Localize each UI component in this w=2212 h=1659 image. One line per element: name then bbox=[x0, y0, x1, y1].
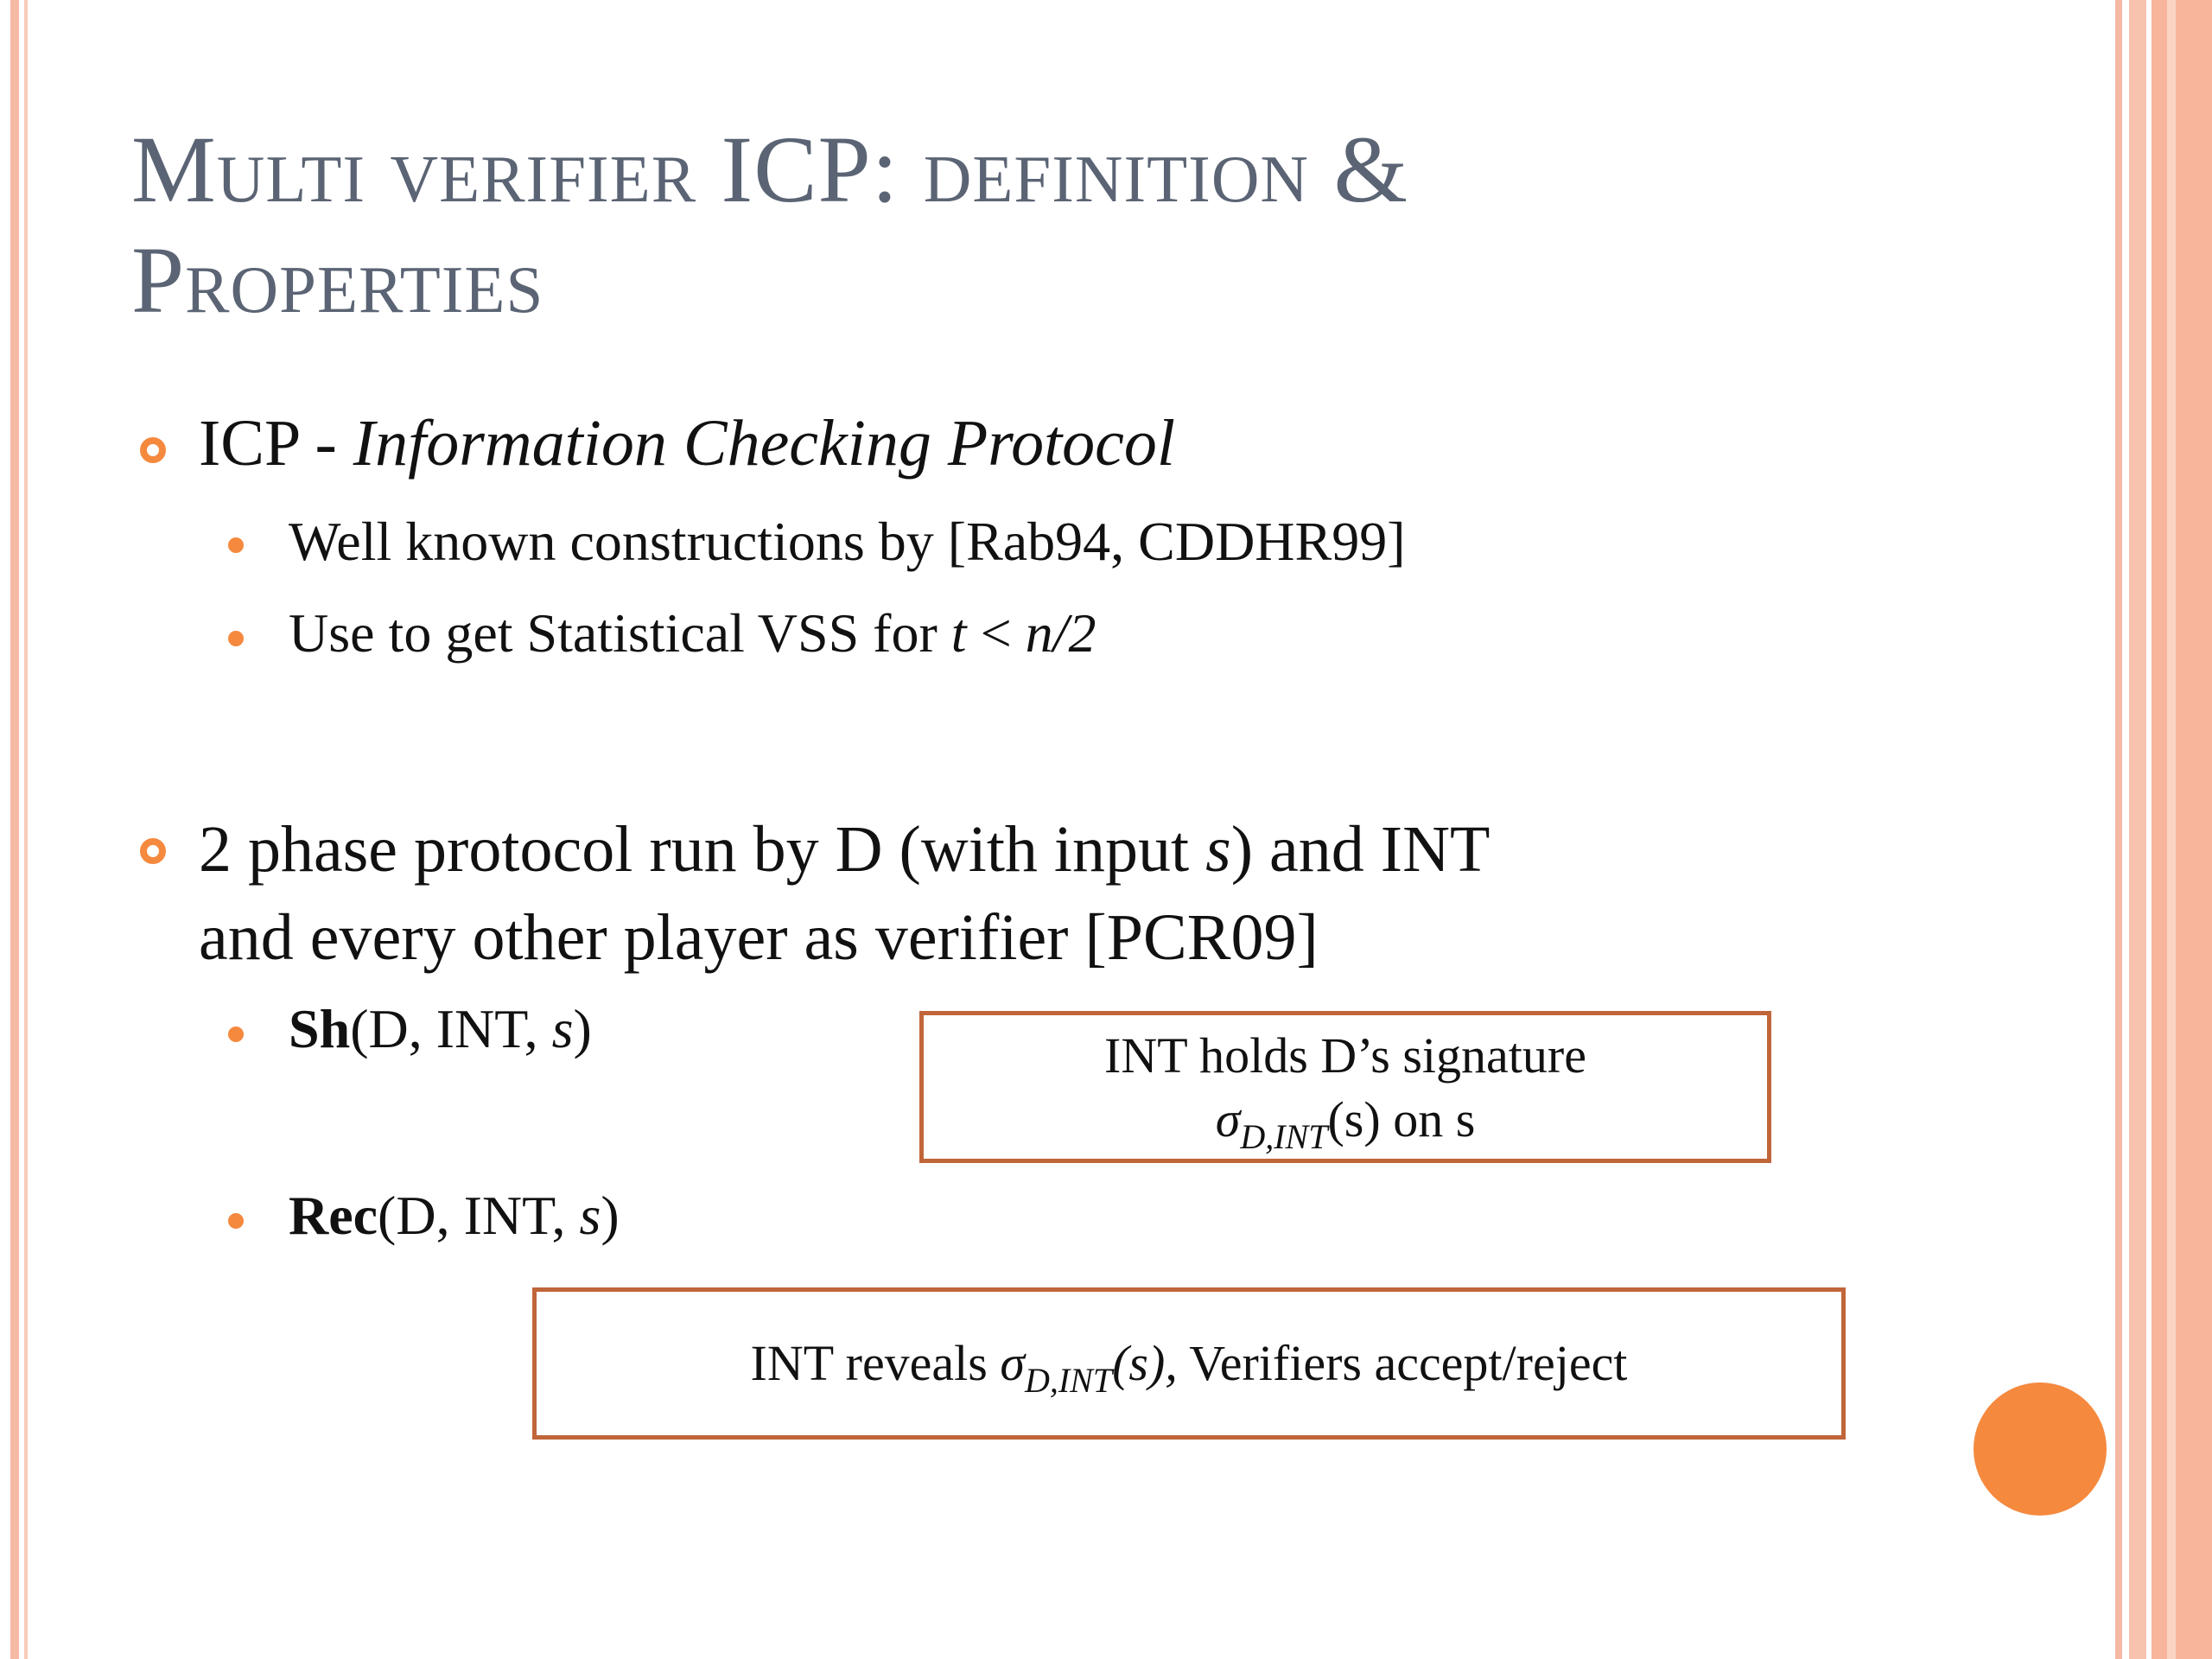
signature-box-line-2 bbox=[924, 1090, 1767, 1167]
rec-var-s: s bbox=[579, 1185, 601, 1246]
reveal-arg: (s), bbox=[1112, 1335, 1178, 1391]
frame-stripe-right-3 bbox=[2152, 0, 2212, 1659]
two-phase-text-a: 2 phase protocol run by D (with input bbox=[199, 813, 1206, 886]
frame-stripe-left-inner bbox=[24, 0, 28, 1659]
signature-box-line-1: INT holds D’s signature bbox=[1104, 1027, 1586, 1084]
sub-bullet-constructions: Well known constructions by [Rab94, CDDHR99] bbox=[289, 511, 1406, 572]
less-than: < bbox=[966, 602, 1026, 664]
reveal-prefix: INT reveals bbox=[750, 1335, 1001, 1391]
two-phase-line-2: and every other player as verifier [PCR09] bbox=[199, 901, 1319, 974]
reveal-subscript: D,INT bbox=[1024, 1361, 1113, 1400]
var-t: t bbox=[950, 602, 967, 664]
two-phase-text-b: ) and INT bbox=[1230, 813, 1491, 886]
signature-tail: on s bbox=[1380, 1091, 1476, 1147]
sh-var-s: s bbox=[551, 998, 574, 1059]
reveal-box bbox=[532, 1287, 1846, 1440]
signature-box bbox=[919, 1011, 1771, 1163]
frame-stripe-right-2 bbox=[2129, 0, 2146, 1659]
var-n-over-2: n/2 bbox=[1025, 602, 1096, 664]
vss-text: Use to get Statistical VSS for bbox=[289, 602, 951, 664]
bullet-dot-sh bbox=[228, 1027, 244, 1042]
icp-prefix: ICP - bbox=[199, 407, 353, 480]
reveal-box-text bbox=[537, 1292, 1841, 1452]
sh-label: Sh bbox=[289, 998, 351, 1059]
var-s: s bbox=[1205, 813, 1231, 886]
bullet-ring-2 bbox=[140, 838, 166, 864]
frame-stripe-right-4 bbox=[2167, 0, 2176, 1659]
frame-stripe-right-1 bbox=[2115, 0, 2122, 1659]
frame-stripe-left-outer bbox=[10, 0, 19, 1659]
slide-title bbox=[131, 114, 2032, 335]
decorative-circle bbox=[1974, 1382, 2107, 1516]
sub-bullet-sh bbox=[289, 997, 592, 1061]
bullet-dot-rec bbox=[228, 1213, 244, 1229]
bullet-dot-1a bbox=[228, 537, 244, 553]
sub-bullet-rec bbox=[289, 1184, 620, 1248]
bullet-two-phase bbox=[199, 805, 1490, 982]
sh-args: (D, INT, bbox=[350, 998, 552, 1059]
bullet-dot-1b bbox=[228, 631, 244, 646]
sigma-symbol: σ bbox=[1215, 1091, 1241, 1147]
sh-close: ) bbox=[573, 998, 592, 1059]
icp-expansion: Information Checking Protocol bbox=[353, 407, 1176, 480]
reveal-tail: Verifiers accept/reject bbox=[1177, 1335, 1628, 1391]
reveal-sigma: σ bbox=[1000, 1335, 1025, 1391]
title-line-2: Properties bbox=[131, 227, 544, 333]
bullet-icp bbox=[199, 406, 1175, 481]
rec-label: Rec bbox=[289, 1185, 378, 1246]
rec-args: (D, INT, bbox=[378, 1185, 580, 1246]
bullet-ring-1 bbox=[140, 437, 166, 463]
rec-close: ) bbox=[601, 1185, 620, 1246]
title-line-1: Multi verifier ICP: definition & bbox=[131, 117, 1409, 222]
sigma-subscript: D,INT bbox=[1240, 1117, 1328, 1156]
sigma-arg: (s) bbox=[1327, 1091, 1381, 1147]
sub-bullet-vss bbox=[289, 601, 1096, 665]
